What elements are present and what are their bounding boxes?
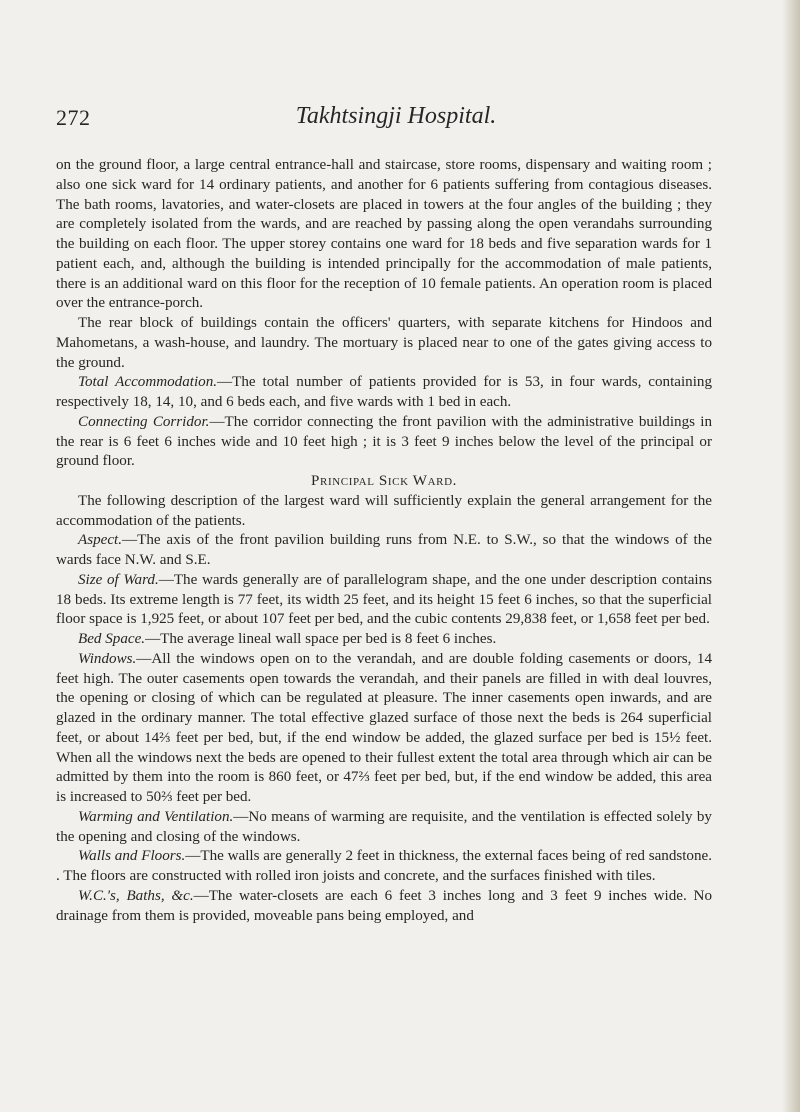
paragraph-text: —The average lineal wall space per bed is 8 feet 6 inches.	[145, 631, 497, 647]
paragraph-text: —The water-closets are each 6 feet 3 inches long and 3 feet 9 inches wide. No drainage from them is provided, moveable pans being employed, and	[56, 887, 712, 924]
paragraph-rear-block: The rear block of buildings contain the officers' quarters, with separate kitchens for Hindoos and Mahometans, a wash-house, and laundry. The mortuary is placed near to one of the gates giving access to the ground.	[56, 315, 712, 371]
run-in-heading: Total Accommodation.	[78, 374, 218, 391]
paragraph-text: —The walls are generally 2 feet in thickness, the external faces being of red sandstone. . The floors are constructed with rolled iron joists and concrete, and the surfaces finished with tiles.	[56, 848, 712, 884]
running-head	[56, 103, 716, 133]
body-text	[56, 156, 712, 926]
page-number: 272	[56, 105, 91, 130]
paragraph-bed-space	[56, 630, 712, 650]
page-edge-shadow	[782, 0, 800, 1112]
paragraph-windows	[56, 650, 712, 808]
running-title: Takhtsingji Hospital.	[295, 103, 497, 129]
run-in-heading: Size of Ward.	[78, 571, 159, 588]
paragraph-aspect	[56, 531, 712, 571]
paragraph-text: —The total number of patients provided for is 53, in four wards, containing respectively 18, 14, 10, and 6 beds each, and five wards with 1 bed in each.	[56, 374, 712, 410]
paragraph-intro: The following description of the largest ward will sufficiently explain the general arrangement for the accommodation of the patients.	[56, 492, 712, 529]
paragraph-text: —The axis of the front pavilion building runs from N.E. to S.W., so that the windows of the wards face N.W. and S.E.	[56, 532, 712, 568]
paragraph-text: —All the windows open on to the verandah, and are double folding casements or doors, 14 feet high. The outer casements open towards the verandah, and their panels are filled in with deal louvres, the opening or closing of which can be regulated at pleasure. The inner casements open inwards, and are glazed in the ordinary manner. The total effective glazed surface of those next the beds is 264 superficial feet, or about 14⅔ feet per bed, but, if the end window be added, the glazed surface per bed is 15½ feet. When all the windows next the beds are opened to their fullest extent the total area through which air can be admitted by them into the room is 860 feet, or 47⅔ feet per bed, but, if the end window be added, this area is increased to 50⅔ feet per bed.	[56, 650, 712, 805]
paragraph-total-accommodation	[56, 373, 712, 413]
run-in-heading: W.C.'s, Baths, &c.	[78, 887, 194, 904]
run-in-heading: Walls and Floors.	[78, 848, 186, 865]
section-heading: Principal Sick Ward.	[311, 473, 457, 489]
paragraph-text: —The corridor connecting the front pavilion with the administrative buildings in the rear is 6 feet 6 inches wide and 10 feet high ; it is 3 feet 9 inches below the level of the principal or ground floor.	[56, 413, 712, 470]
paragraph-size-of-ward	[56, 571, 712, 630]
run-in-heading: Bed Space.	[78, 631, 146, 647]
run-in-heading: Connecting Corridor.	[78, 413, 210, 430]
paragraph-text: —The wards generally are of parallelogram shape, and the one under description contains 18 beds. Its extreme length is 77 feet, its width 25 feet, and its height 15 feet 6 inches, so that the superficial floor space is 1,925 feet, or about 107 feet per bed, and the cubic contents 29,838 feet, or 1,658 feet per bed.	[56, 571, 713, 628]
paragraph-connecting-corridor	[56, 413, 712, 472]
run-in-heading: Windows.	[78, 650, 137, 667]
paragraph-walls-floors	[56, 847, 712, 887]
run-in-heading: Aspect.	[78, 532, 123, 549]
paragraph-wc-baths	[56, 887, 712, 927]
paragraph-warming-ventilation	[56, 808, 712, 848]
run-in-heading: Warming and Ventilation.	[78, 808, 234, 825]
paragraph-continued: on the ground floor, a large central entrance-hall and staircase, store rooms, dispensary and waiting room ; also one sick ward for 14 ordinary patients, and another for 6 patients suffering from contagious diseases. The bath rooms, lavatories, and water-closets are placed in towers at the four angles of the building ; they are completely isolated from the wards, and are reached by passing along the open verandahs surrounding the building on each floor. The upper storey contains one ward for 18 beds and five separation wards for 1 patient each, and, although the building is intended principally for the accommodation of male patients, there is an additional ward on this floor for the reception of 10 female patients. An operation room is placed over the entrance-porch.	[56, 157, 712, 312]
paragraph-text: —No means of warming are requisite, and the ventilation is effected solely by the opening and closing of the windows.	[56, 808, 712, 845]
